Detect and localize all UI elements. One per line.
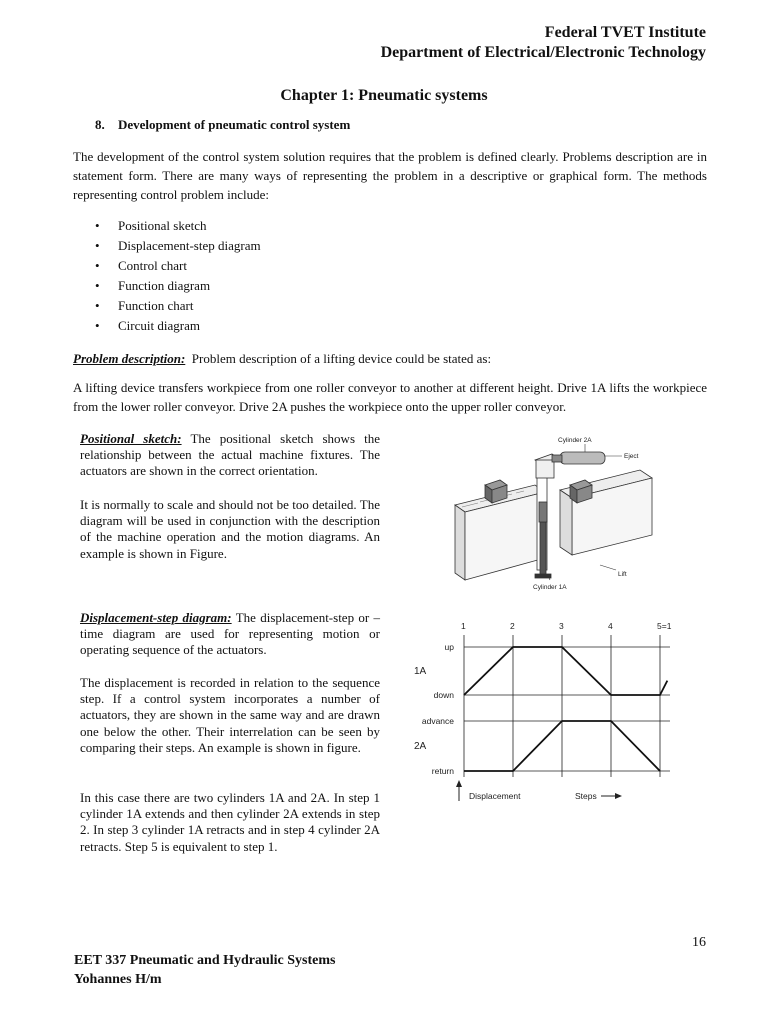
chapter-title: Chapter 1: Pneumatic systems <box>280 87 488 104</box>
step-label-5: 5=1 <box>657 621 672 631</box>
problem-label: Problem description: <box>73 351 186 366</box>
problem-description <box>73 349 707 368</box>
displacement-label: Displacement-step diagram: <box>80 610 232 625</box>
section-title: Development of pneumatic control system <box>118 117 351 132</box>
section-heading <box>95 117 350 133</box>
list-item: • Control chart <box>95 256 261 276</box>
step-label-2: 2 <box>510 621 515 631</box>
level-label-high: advance <box>421 716 454 726</box>
steps-arrowhead <box>615 793 622 799</box>
displacement-paragraph-2: The displacement is recorded in relation to the sequence step. If a control system incorporates a number of actuators, they are shown in the same way and are drawn one below the other. Their interrelation can be seen by comparing their steps. An example is shown in figure. <box>80 675 380 755</box>
step-label-4: 4 <box>608 621 613 631</box>
positional-paragraph-1 <box>80 431 380 480</box>
level-label-low: down <box>433 690 454 700</box>
axis-label-steps: Steps <box>575 791 597 801</box>
positional-text-1: The positional sketch shows the relationship between the actual machine fixtures. The actuators are shown in the correct orientation. <box>80 431 380 479</box>
displacement-arrowhead <box>456 780 462 787</box>
footer-course: EET 337 Pneumatic and Hydraulic Systems <box>74 953 336 968</box>
list-item: • Function diagram <box>95 276 261 296</box>
intro-paragraph: The development of the control system solution requires that the problem is defined clearly. Problems description are in statement form. There are many ways of representing the problem in a descriptive or graphical form. The methods representing control problem include: <box>73 149 707 202</box>
step-label-1: 1 <box>461 621 466 631</box>
page-number: 16 <box>692 935 706 950</box>
lower-conveyor-side <box>455 505 465 580</box>
level-label-low: return <box>431 766 454 776</box>
cylinder-label-2A: 2A <box>414 741 427 752</box>
positional-paragraph-2: It is normally to scale and should not be too detailed. The diagram will be used in conjunction with the description of the machine operation and the motion diagrams. An example is shown in Figure. <box>80 497 380 561</box>
upper-conveyor-side <box>560 490 572 555</box>
footer-author: Yohannes H/m <box>74 972 162 987</box>
list-item: • Displacement-step diagram <box>95 236 261 256</box>
positional-label: Positional sketch: <box>80 431 182 446</box>
displacement-paragraph-3: In this case there are two cylinders 1A and 2A. In step 1 cylinder 1A extends and then cylinder 2A extends in step 2. In step 3 cylinder 1A retracts and in step 4 cylinder 2A retracts. Step 5 is equivalent to step 1. <box>80 790 380 854</box>
label-lift: Lift <box>618 571 627 578</box>
methods-list <box>95 216 261 336</box>
list-item: • Positional sketch <box>95 216 261 236</box>
cylinder-1a-body <box>540 522 546 577</box>
problem-lead: Problem description of a lifting device could be stated as: <box>191 351 492 366</box>
header-institute: Federal TVET Institute <box>544 24 706 41</box>
label-cylinder-2a: Cylinder 2A <box>558 437 592 444</box>
section-number: 8. <box>95 117 105 132</box>
level-label-high: up <box>444 642 454 652</box>
cylinder-label-1A: 1A <box>414 666 427 677</box>
list-item: • Circuit diagram <box>95 316 261 336</box>
problem-text: A lifting device transfers workpiece from one roller conveyor to another at different height. Drive 1A lifts the workpiece from the lower roller conveyor. Drive 2A pushes the workpiece onto the upper roller conveyor. <box>73 380 707 414</box>
displacement-step-diagram <box>404 615 694 810</box>
displacement-paragraph-1 <box>80 610 380 659</box>
list-item: • Function chart <box>95 296 261 316</box>
label-eject: Eject <box>624 453 639 460</box>
cylinder-2a-body <box>560 452 605 464</box>
displacement-text-1: The displacement-step or – time diagram are used for representing motion or operating sequence of the actuators. <box>80 610 380 658</box>
series-line-1A <box>464 647 667 695</box>
header-department: Department of Electrical/Electronic Technology <box>380 44 706 61</box>
positional-sketch-figure <box>440 430 670 595</box>
label-cylinder-1a: Cylinder 1A <box>533 584 567 591</box>
step-label-3: 3 <box>559 621 564 631</box>
axis-label-displacement: Displacement <box>469 791 521 801</box>
